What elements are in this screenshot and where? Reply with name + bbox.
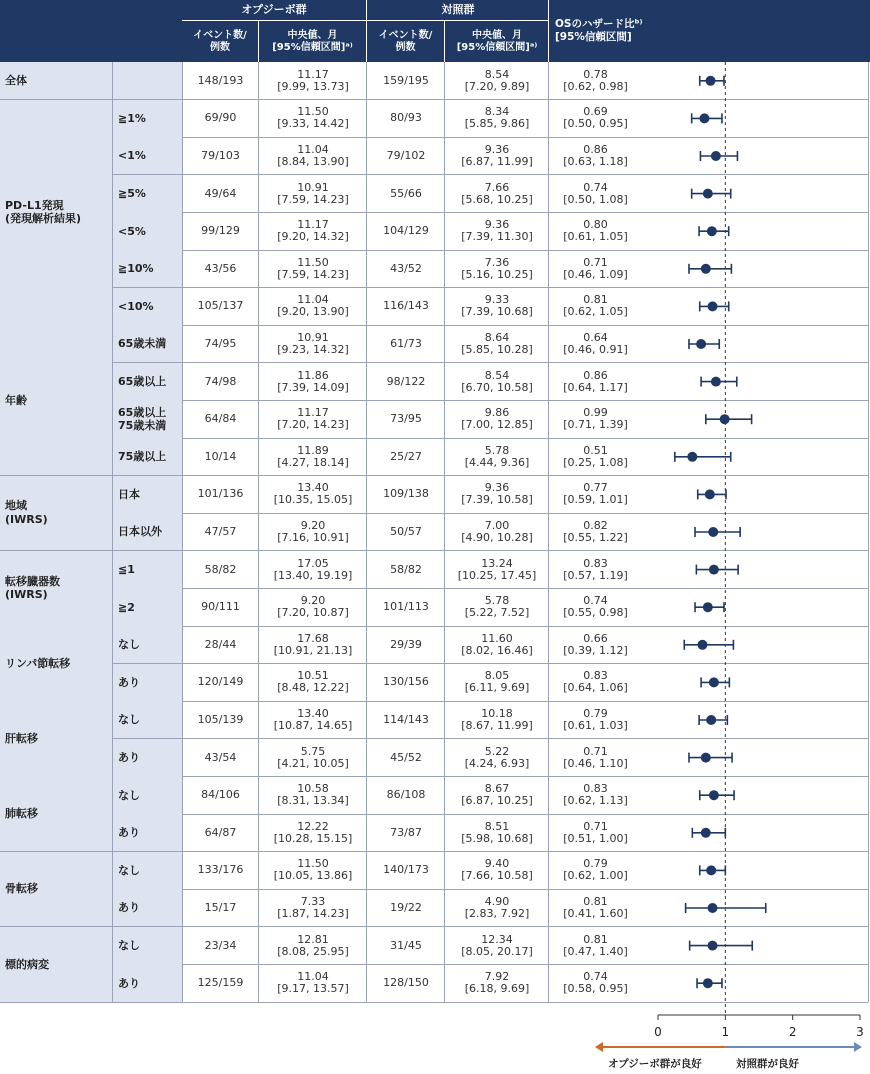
control-median-cell-ci: [7.66, 10.58] xyxy=(461,869,533,883)
opdivo-median-cell-value: 10.51 xyxy=(297,669,329,683)
opdivo-median-cell-ci: [9.20, 14.32] xyxy=(277,230,349,244)
hr-cell-value: 0.81 xyxy=(583,932,608,946)
opdivo-median-cell-value: 11.50 xyxy=(297,255,329,269)
hr-point xyxy=(705,489,715,499)
hr-cell-ci: [0.41, 1.60] xyxy=(563,906,628,920)
opdivo-median-cell-value: 11.04 xyxy=(297,293,329,307)
opdivo-median-cell-ci: [7.16, 10.91] xyxy=(277,530,349,544)
hr-cell-ci: [0.58, 0.95] xyxy=(563,982,628,996)
control-events-cell-value: 61/73 xyxy=(390,336,422,350)
hr-marker xyxy=(701,377,737,387)
subgroup-label: ≧10% xyxy=(112,250,182,288)
opdivo-median-cell-value: 11.04 xyxy=(297,142,329,156)
hr-point xyxy=(701,264,711,274)
opdivo-median-cell-ci: [10.87, 14.65] xyxy=(273,718,353,732)
opdivo-median-cell-value: 11.17 xyxy=(297,218,329,232)
control-median-cell-ci: [4.24, 6.93] xyxy=(464,756,530,770)
hr-marker xyxy=(675,452,731,462)
hr-cell-value: 0.71 xyxy=(583,819,608,833)
opdivo-events-cell-value: 58/82 xyxy=(204,562,237,576)
hr-point xyxy=(720,414,730,424)
hr-point xyxy=(706,715,716,725)
hr-cell-value: 0.77 xyxy=(583,481,608,495)
group-label: 地域 (IWRS) xyxy=(0,476,112,551)
hr-cell-ci: [0.50, 1.08] xyxy=(563,192,628,206)
hr-marker xyxy=(696,565,738,575)
control-median-cell-ci: [10.25, 17.45] xyxy=(457,568,537,582)
hr-cell-ci: [0.62, 1.13] xyxy=(563,794,628,808)
hr-cell-value: 0.74 xyxy=(583,594,608,608)
hr-cell-value: 0.80 xyxy=(583,218,608,232)
group-label: リンパ節転移 xyxy=(0,626,112,701)
control-median-cell-value: 5.78 xyxy=(484,443,510,457)
hr-marker xyxy=(700,865,726,875)
hr-marker xyxy=(690,941,753,951)
opdivo-median-cell-value: 11.50 xyxy=(297,105,329,119)
control-median-cell-ci: [5.22, 7.52] xyxy=(464,606,530,620)
subgroup-label: あり xyxy=(112,739,182,777)
opdivo-median-cell-ci: [7.39, 14.09] xyxy=(277,380,349,394)
control-median-cell-value: 8.51 xyxy=(484,819,510,833)
hr-cell-ci: [0.50, 0.95] xyxy=(563,117,628,131)
hr-cell-ci: [0.25, 1.08] xyxy=(563,455,628,469)
hr-point xyxy=(709,677,719,687)
control-median-cell-value: 9.86 xyxy=(484,406,510,420)
control-events-cell-value: 19/22 xyxy=(390,900,422,914)
subgroup-label: 75歳以上 xyxy=(112,438,182,476)
hr-cell-ci: [0.57, 1.19] xyxy=(563,568,628,582)
control-median-cell-ci: [6.18, 9.69] xyxy=(464,982,530,996)
control-median-cell-value: 12.34 xyxy=(481,932,513,946)
control-median-cell-ci: [5.85, 10.28] xyxy=(461,342,533,356)
opdivo-events-header: イベント数/ 例数 xyxy=(182,21,258,62)
control-median-cell-value: 8.54 xyxy=(484,67,510,81)
hr-cell-ci: [0.39, 1.12] xyxy=(563,643,628,657)
opdivo-events-cell-value: 43/54 xyxy=(204,750,237,764)
opdivo-median-cell-ci: [9.20, 13.90] xyxy=(277,305,349,319)
control-median-cell-value: 13.24 xyxy=(481,556,513,570)
control-median-cell-value: 7.92 xyxy=(484,970,510,984)
control-events-cell-value: 25/27 xyxy=(390,449,422,463)
opdivo-median-cell-value: 12.81 xyxy=(297,932,329,946)
opdivo-median-cell-value: 10.91 xyxy=(297,180,329,194)
control-median-cell-value: 8.05 xyxy=(484,669,510,683)
hr-cell-ci: [0.46, 1.09] xyxy=(563,267,628,281)
opdivo-median-cell-ci: [1.87, 14.23] xyxy=(277,906,349,920)
group-label: 年齢 xyxy=(0,325,112,475)
opdivo-events-cell-value: 64/87 xyxy=(204,825,237,839)
opdivo-median-cell-ci: [13.40, 19.19] xyxy=(273,568,353,582)
opdivo-events-cell-value: 148/193 xyxy=(197,73,244,87)
control-median-cell-ci: [7.39, 11.30] xyxy=(461,230,533,244)
hr-cell-ci: [0.46, 1.10] xyxy=(563,756,628,770)
subgroup-label: 65歳未満 xyxy=(112,325,182,363)
control-events-cell-value: 50/57 xyxy=(390,524,422,538)
hr-marker xyxy=(700,151,737,161)
opdivo-median-cell-value: 17.68 xyxy=(297,631,329,645)
hr-cell-ci: [0.55, 0.98] xyxy=(563,606,628,620)
control-median-cell-ci: [7.39, 10.68] xyxy=(461,305,533,319)
group-label: 骨転移 xyxy=(0,852,112,927)
hr-point xyxy=(699,113,709,123)
opdivo-median-cell-ci: [8.84, 13.90] xyxy=(277,154,349,168)
hr-cell-value: 0.83 xyxy=(583,669,608,683)
control-median-header: 中央値、月 [95%信頼区間]ᵃ⁾ xyxy=(445,21,549,62)
opdivo-median-cell-ci: [4.21, 10.05] xyxy=(277,756,349,770)
hr-marker xyxy=(695,602,724,612)
control-median-cell-value: 9.36 xyxy=(484,142,510,156)
group-label: 全体 xyxy=(0,62,182,100)
subgroup-label: 日本以外 xyxy=(112,513,182,551)
control-events-cell-value: 140/173 xyxy=(383,863,429,877)
subgroup-label: なし xyxy=(112,626,182,664)
opdivo-median-cell-value: 11.89 xyxy=(297,443,329,457)
opdivo-events-cell-value: 74/98 xyxy=(204,374,237,388)
x-tick-label: 2 xyxy=(788,1025,797,1039)
hr-cell-value: 0.83 xyxy=(583,782,608,796)
control-median-cell-value: 8.64 xyxy=(484,330,510,344)
control-median-cell-value: 5.78 xyxy=(484,594,510,608)
control-events-cell-value: 116/143 xyxy=(383,299,429,313)
opdivo-events-cell-value: 69/90 xyxy=(204,111,237,125)
opdivo-median-cell-value: 13.40 xyxy=(297,481,329,495)
hr-cell-value: 0.69 xyxy=(583,105,608,119)
opdivo-median-cell-ci: [10.91, 21.13] xyxy=(273,643,353,657)
control-median-cell-value: 4.90 xyxy=(484,894,510,908)
subgroup-label: あり xyxy=(112,814,182,852)
hr-point xyxy=(701,828,711,838)
opdivo-median-cell-value: 9.20 xyxy=(300,594,326,608)
subgroup-label: 日本 xyxy=(112,476,182,514)
control-median-cell-value: 7.36 xyxy=(484,255,510,269)
control-events-cell-value: 31/45 xyxy=(390,938,422,952)
control-median-cell-ci: [6.70, 10.58] xyxy=(461,380,533,394)
opdivo-median-cell-ci: [4.27, 18.14] xyxy=(277,455,349,469)
opdivo-events-cell-value: 23/34 xyxy=(204,938,237,952)
hr-cell-value: 0.74 xyxy=(583,970,608,984)
opdivo-events-cell-value: 47/57 xyxy=(204,524,237,538)
hr-marker xyxy=(692,113,722,123)
control-median-cell-ci: [7.39, 10.58] xyxy=(461,493,533,507)
control-events-cell-value: 101/113 xyxy=(383,600,429,614)
subgroup-label: なし xyxy=(112,701,182,739)
group-label: 標的病変 xyxy=(0,927,112,1002)
opdivo-median-cell-ci: [9.17, 13.57] xyxy=(277,982,349,996)
control-median-cell-value: 9.36 xyxy=(484,481,510,495)
hr-cell-value: 0.78 xyxy=(583,67,608,81)
opdivo-median-cell-value: 17.05 xyxy=(297,556,329,570)
control-events-cell-value: 43/52 xyxy=(390,261,422,275)
opdivo-median-cell-ci: [7.59, 14.23] xyxy=(277,192,349,206)
control-median-cell-value: 5.22 xyxy=(484,744,510,758)
opdivo-median-cell-ci: [8.48, 12.22] xyxy=(277,681,349,695)
hr-marker xyxy=(698,489,726,499)
opdivo-events-cell-value: 101/136 xyxy=(197,487,244,501)
hr-marker xyxy=(700,76,724,86)
control-median-cell-value: 9.36 xyxy=(484,218,510,232)
control-events-cell-value: 80/93 xyxy=(390,111,422,125)
control-median-cell-ci: [6.87, 10.25] xyxy=(461,794,533,808)
hr-cell-value: 0.81 xyxy=(583,293,608,307)
hr-cell-value: 0.99 xyxy=(583,406,608,420)
hr-cell-value: 0.79 xyxy=(583,706,608,720)
hr-marker xyxy=(706,414,752,424)
hr-cell-ci: [0.62, 0.98] xyxy=(563,79,628,93)
hr-marker xyxy=(700,301,729,311)
hr-point xyxy=(707,226,717,236)
hr-cell-value: 0.66 xyxy=(583,631,608,645)
hr-cell-ci: [0.47, 1.40] xyxy=(563,944,628,958)
opdivo-median-cell-value: 9.20 xyxy=(300,518,326,532)
control-events-cell-value: 45/52 xyxy=(390,750,422,764)
control-events-cell-value: 86/108 xyxy=(386,788,426,802)
hr-point xyxy=(701,753,711,763)
hr-point xyxy=(687,452,697,462)
hr-point xyxy=(706,76,716,86)
group-label: 転移臓器数 (IWRS) xyxy=(0,551,112,626)
hr-cell-ci: [0.61, 1.03] xyxy=(563,718,628,732)
control-median-cell-ci: [5.85, 9.86] xyxy=(464,117,530,131)
control-median-cell-value: 9.33 xyxy=(484,293,510,307)
subgroup-label: ≧1% xyxy=(112,100,182,138)
control-median-cell-ci: [8.67, 11.99] xyxy=(461,718,533,732)
right-arrow-head xyxy=(854,1042,862,1052)
control-median-cell-ci: [5.68, 10.25] xyxy=(461,192,533,206)
opdivo-events-cell-value: 84/106 xyxy=(201,788,240,802)
opdivo-median-cell-value: 12.22 xyxy=(297,819,329,833)
opdivo-events-cell-value: 105/139 xyxy=(197,712,244,726)
opdivo-median-header: 中央値、月 [95%信頼区間]ᵃ⁾ xyxy=(259,21,366,62)
hr-cell-value: 0.79 xyxy=(583,857,608,871)
hr-point xyxy=(703,602,713,612)
control-median-cell-value: 8.54 xyxy=(484,368,510,382)
control-median-cell-value: 9.40 xyxy=(484,857,510,871)
control-median-cell-value: 8.67 xyxy=(484,782,510,796)
control-median-cell-ci: [8.05, 20.17] xyxy=(461,944,533,958)
opdivo-median-cell-ci: [8.08, 25.95] xyxy=(277,944,349,958)
control-median-cell-ci: [8.02, 16.46] xyxy=(461,643,533,657)
x-tick-label: 1 xyxy=(721,1025,730,1039)
opdivo-median-cell-ci: [9.99, 13.73] xyxy=(277,79,349,93)
subgroup-label: なし xyxy=(112,776,182,814)
subgroup-label: ≦1 xyxy=(112,551,182,589)
opdivo-group-header: オプジーボ群 xyxy=(182,0,366,20)
opdivo-events-cell-value: 74/95 xyxy=(204,336,237,350)
left-arrow-label: オプジーボ群が良好 xyxy=(608,1058,702,1070)
opdivo-median-cell-ci: [7.59, 14.23] xyxy=(277,267,349,281)
hr-marker xyxy=(695,527,740,537)
group-label: 肝転移 xyxy=(0,701,112,776)
opdivo-events-cell-value: 105/137 xyxy=(197,299,244,313)
opdivo-events-cell-value: 15/17 xyxy=(204,900,237,914)
subgroup-label: あり xyxy=(112,889,182,927)
opdivo-events-cell-value: 90/111 xyxy=(201,600,240,614)
control-median-cell-ci: [6.11, 9.69] xyxy=(464,681,530,695)
control-median-cell-value: 7.66 xyxy=(484,180,510,194)
hr-marker xyxy=(689,339,719,349)
hr-cell-ci: [0.51, 1.00] xyxy=(563,831,628,845)
control-events-cell-value: 29/39 xyxy=(390,637,422,651)
subgroup-label: <1% xyxy=(112,137,182,175)
hr-cell-ci: [0.62, 1.05] xyxy=(563,305,628,319)
hr-point xyxy=(708,941,718,951)
opdivo-median-cell-ci: [10.28, 15.15] xyxy=(273,831,353,845)
subgroup-label: ≧5% xyxy=(112,175,182,213)
hr-cell-ci: [0.63, 1.18] xyxy=(563,154,628,168)
opdivo-median-cell-ci: [7.20, 14.23] xyxy=(277,418,349,432)
hr-marker xyxy=(697,978,722,988)
opdivo-median-cell-value: 11.04 xyxy=(297,970,329,984)
opdivo-events-cell-value: 43/56 xyxy=(204,261,237,275)
opdivo-events-cell-value: 120/149 xyxy=(197,675,244,689)
opdivo-events-cell-value: 133/176 xyxy=(197,863,244,877)
opdivo-median-cell-ci: [7.20, 10.87] xyxy=(277,606,349,620)
hr-point xyxy=(709,565,719,575)
hr-point xyxy=(703,978,713,988)
control-median-cell-value: 11.60 xyxy=(481,631,513,645)
opdivo-median-cell-value: 11.17 xyxy=(297,67,329,81)
hr-point xyxy=(706,865,716,875)
control-events-cell-value: 104/129 xyxy=(383,224,429,238)
control-median-cell-ci: [7.00, 12.85] xyxy=(461,418,533,432)
control-events-cell-value: 109/138 xyxy=(383,487,429,501)
hr-cell-value: 0.71 xyxy=(583,744,608,758)
control-events-cell-value: 73/87 xyxy=(390,825,422,839)
hr-cell-value: 0.83 xyxy=(583,556,608,570)
hr-point xyxy=(709,790,719,800)
hr-point xyxy=(697,640,707,650)
subgroup-label: なし xyxy=(112,927,182,965)
opdivo-median-cell-ci: [10.05, 13.86] xyxy=(273,869,353,883)
x-tick-label: 0 xyxy=(654,1025,662,1039)
hr-marker xyxy=(692,828,725,838)
group-label: 肺転移 xyxy=(0,776,112,851)
hr-cell-value: 0.71 xyxy=(583,255,608,269)
hr-cell-ci: [0.61, 1.05] xyxy=(563,230,628,244)
opdivo-median-cell-ci: [9.33, 14.42] xyxy=(277,117,349,131)
opdivo-events-cell-value: 79/103 xyxy=(201,148,240,162)
subgroup-label: あり xyxy=(112,664,182,702)
control-events-cell-value: 159/195 xyxy=(383,73,429,87)
hr-point xyxy=(696,339,706,349)
hr-cell-ci: [0.71, 1.39] xyxy=(563,418,628,432)
control-events-cell-value: 73/95 xyxy=(390,412,422,426)
opdivo-median-cell-value: 11.17 xyxy=(297,406,329,420)
x-tick-label: 3 xyxy=(856,1025,864,1039)
hr-marker xyxy=(699,715,727,725)
subgroup-label: <5% xyxy=(112,212,182,250)
opdivo-events-cell-value: 99/129 xyxy=(201,224,240,238)
opdivo-median-cell-value: 11.86 xyxy=(297,368,329,382)
opdivo-median-cell-value: 7.33 xyxy=(300,894,326,908)
control-median-cell-value: 10.18 xyxy=(481,706,513,720)
control-events-cell-value: 130/156 xyxy=(383,675,429,689)
subgroup-label: あり xyxy=(112,964,182,1002)
hr-cell-value: 0.74 xyxy=(583,180,608,194)
opdivo-events-cell-value: 10/14 xyxy=(204,449,237,463)
hr-cell-value: 0.86 xyxy=(583,368,608,382)
hr-point xyxy=(703,189,713,199)
control-median-cell-ci: [5.16, 10.25] xyxy=(461,267,533,281)
opdivo-median-cell-ci: [10.35, 15.05] xyxy=(273,493,353,507)
subgroup-label: 65歳以上 75歳未満 xyxy=(112,400,182,438)
hr-cell-value: 0.82 xyxy=(583,518,608,532)
hr-marker xyxy=(699,226,729,236)
hr-cell-ci: [0.46, 0.91] xyxy=(563,342,628,356)
group-label: PD-L1発現 (発現解析結果) xyxy=(0,100,112,326)
hr-point xyxy=(711,151,721,161)
control-median-cell-ci: [5.98, 10.68] xyxy=(461,831,533,845)
control-events-cell-value: 55/66 xyxy=(390,186,422,200)
control-events-cell-value: 79/102 xyxy=(386,148,426,162)
hr-point xyxy=(708,903,718,913)
control-events-cell-value: 98/122 xyxy=(386,374,426,388)
opdivo-events-cell-value: 64/84 xyxy=(204,412,237,426)
subgroup-label: なし xyxy=(112,852,182,890)
opdivo-median-cell-value: 5.75 xyxy=(300,744,326,758)
hr-cell-ci: [0.55, 1.22] xyxy=(563,530,628,544)
opdivo-median-cell-value: 13.40 xyxy=(297,706,329,720)
hr-point xyxy=(708,301,718,311)
hr-cell-value: 0.51 xyxy=(583,443,608,457)
opdivo-median-cell-ci: [9.23, 14.32] xyxy=(277,342,349,356)
control-median-cell-ci: [2.83, 7.92] xyxy=(464,906,530,920)
hr-cell-value: 0.81 xyxy=(583,894,608,908)
opdivo-median-cell-value: 10.91 xyxy=(297,330,329,344)
control-group-header: 対照群 xyxy=(367,0,549,20)
hr-header: OSのハザード比ᵇ⁾ [95%信頼区間] xyxy=(549,0,870,62)
subgroup-label: <10% xyxy=(112,288,182,326)
opdivo-median-cell-ci: [8.31, 13.34] xyxy=(277,794,349,808)
hr-marker xyxy=(700,790,734,800)
hr-cell-ci: [0.64, 1.06] xyxy=(563,681,628,695)
opdivo-events-cell-value: 49/64 xyxy=(204,186,237,200)
hr-cell-ci: [0.59, 1.01] xyxy=(563,493,628,507)
control-events-header: イベント数/ 例数 xyxy=(367,21,444,62)
hr-marker xyxy=(701,677,729,687)
hr-cell-ci: [0.62, 1.00] xyxy=(563,869,628,883)
control-events-cell-value: 114/143 xyxy=(383,712,429,726)
hr-cell-value: 0.64 xyxy=(583,330,608,344)
control-median-cell-value: 7.00 xyxy=(484,518,510,532)
right-arrow-label: 対照群が良好 xyxy=(736,1058,799,1070)
hr-cell-value: 0.86 xyxy=(583,142,608,156)
opdivo-median-cell-value: 11.50 xyxy=(297,857,329,871)
control-events-cell-value: 58/82 xyxy=(390,562,422,576)
control-median-cell-ci: [6.87, 11.99] xyxy=(461,154,533,168)
subgroup-label: 65歳以上 xyxy=(112,363,182,401)
control-median-cell-ci: [4.44, 9.36] xyxy=(464,455,530,469)
control-median-cell-ci: [4.90, 10.28] xyxy=(461,530,533,544)
opdivo-events-cell-value: 125/159 xyxy=(197,976,244,990)
subgroup-label: ≧2 xyxy=(112,588,182,626)
control-median-cell-value: 8.34 xyxy=(484,105,510,119)
control-events-cell-value: 128/150 xyxy=(383,976,429,990)
hr-cell-ci: [0.64, 1.17] xyxy=(563,380,628,394)
hr-point xyxy=(711,377,721,387)
left-arrow-head xyxy=(595,1042,603,1052)
control-median-cell-ci: [7.20, 9.89] xyxy=(464,79,530,93)
hr-marker xyxy=(684,640,733,650)
opdivo-events-cell-value: 28/44 xyxy=(204,637,237,651)
opdivo-median-cell-value: 10.58 xyxy=(297,782,329,796)
hr-point xyxy=(708,527,718,537)
